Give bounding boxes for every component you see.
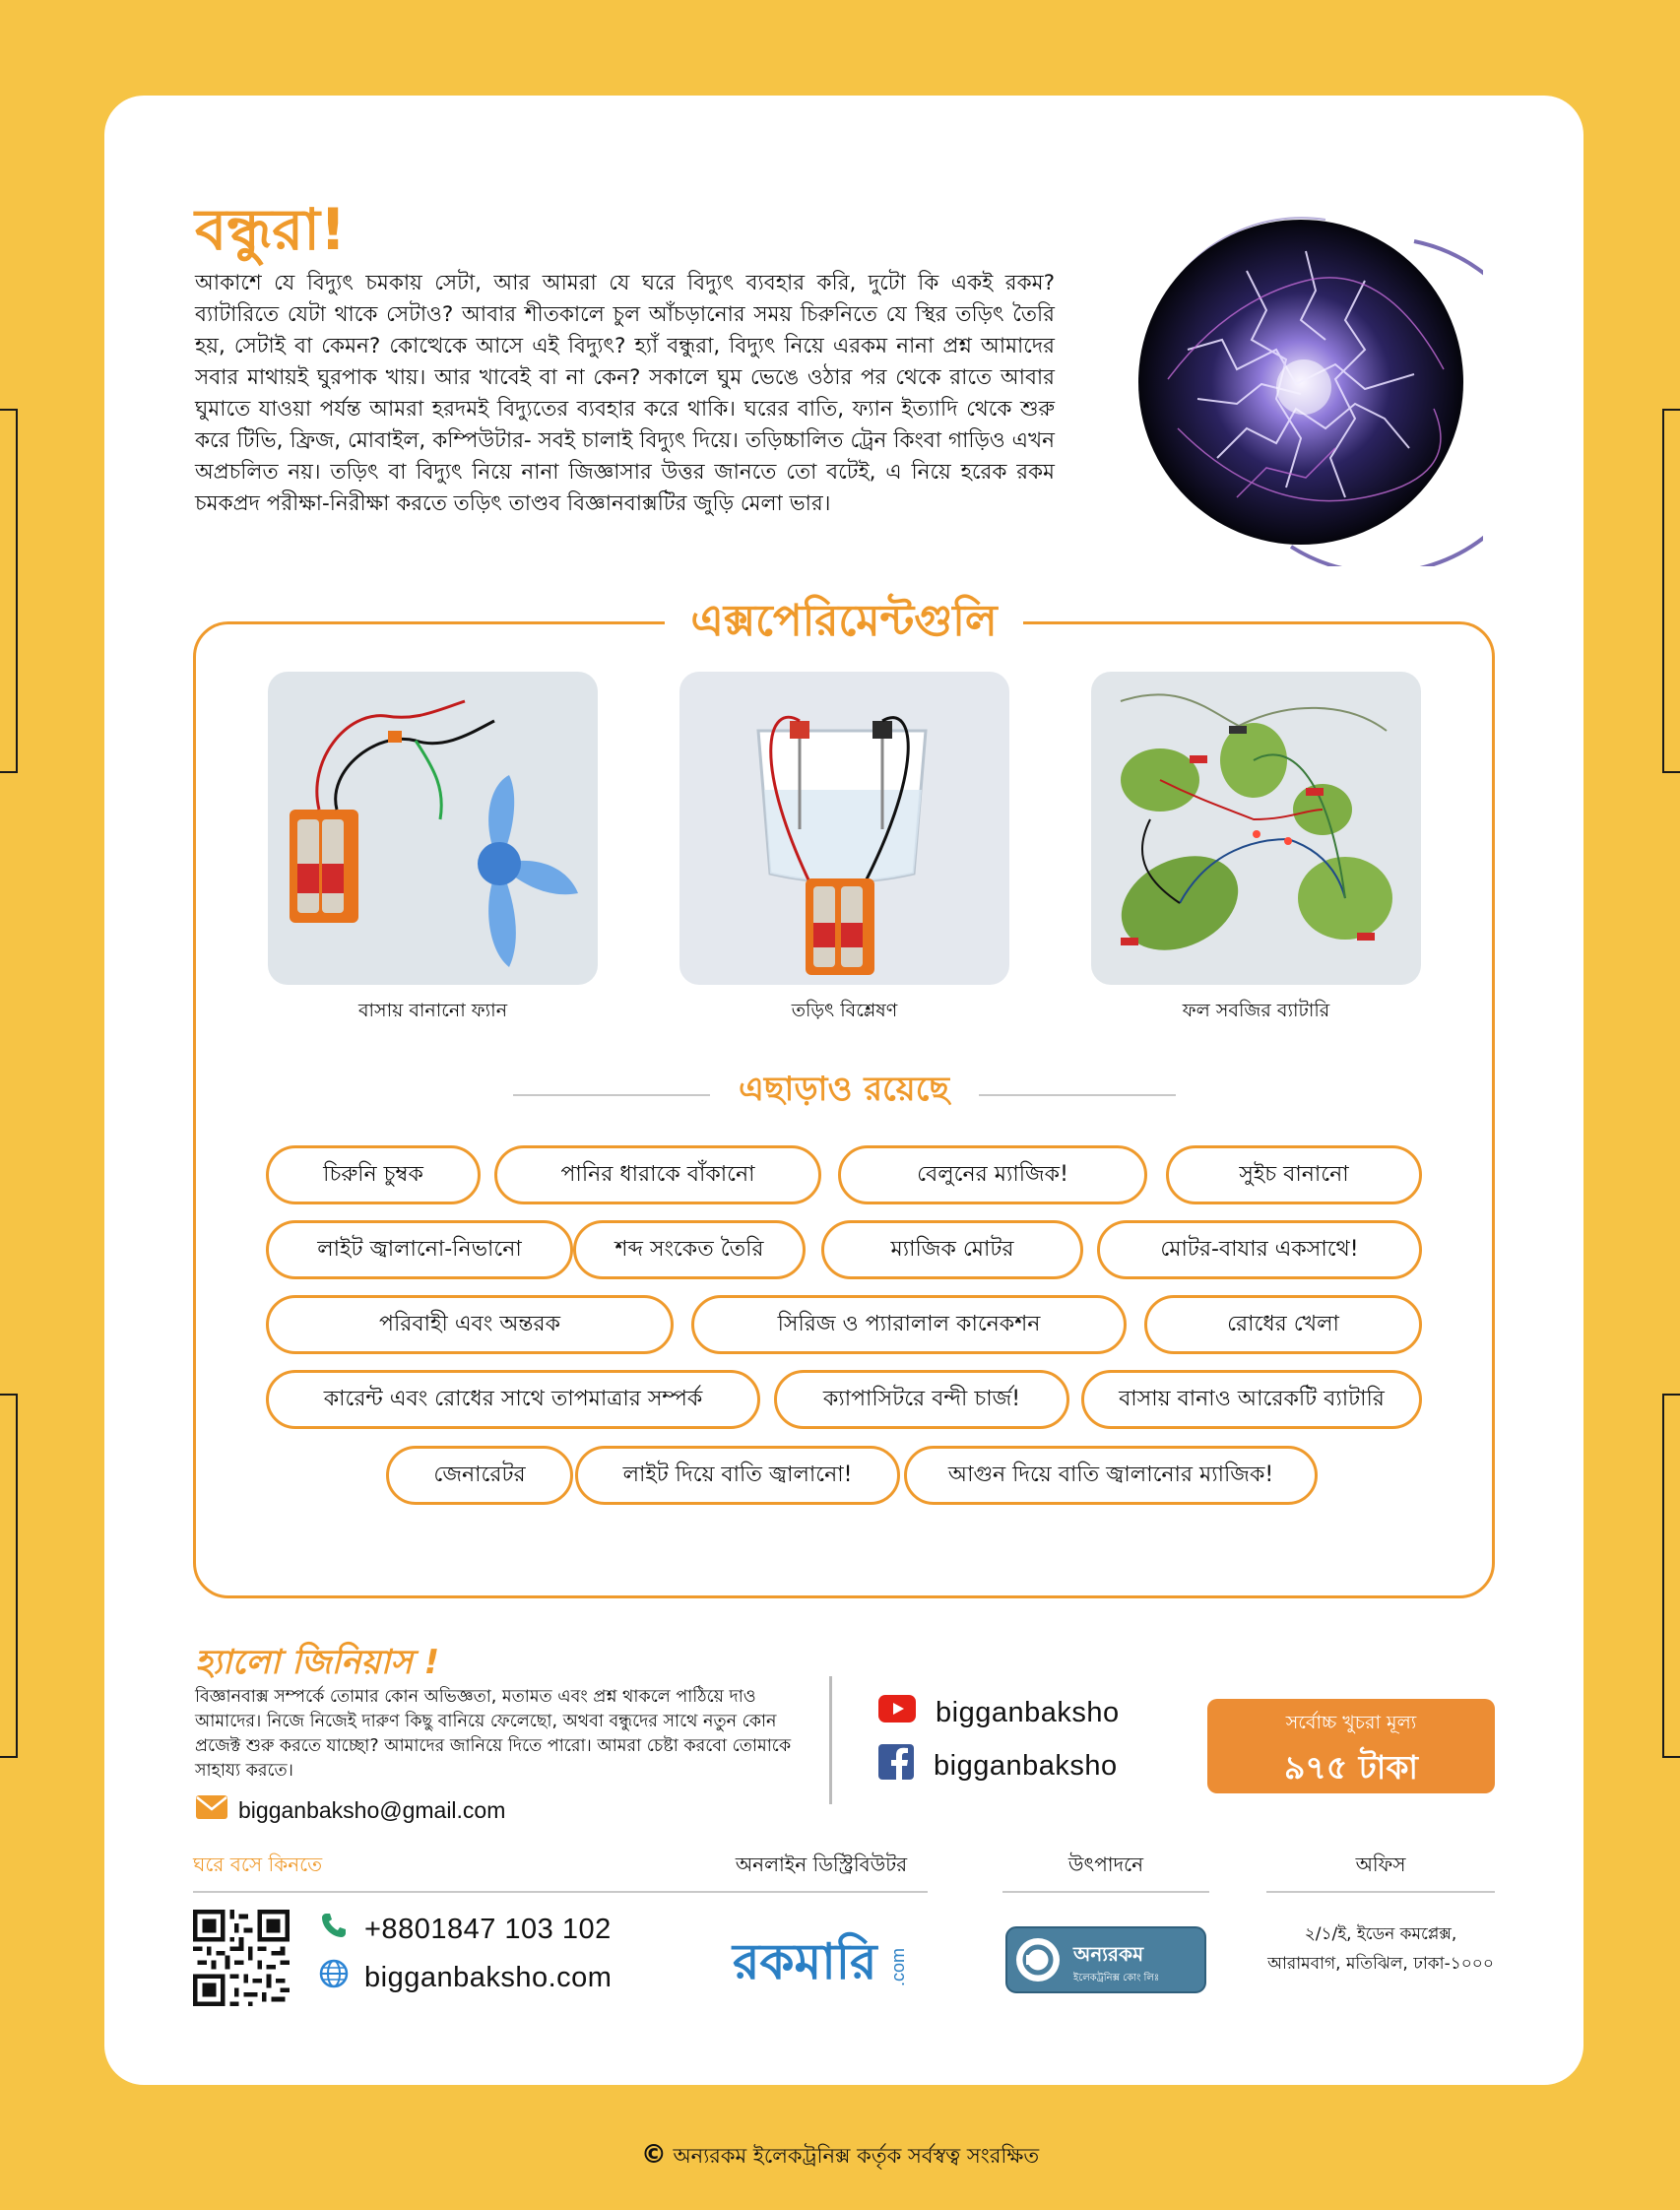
email-text: bigganbaksho@gmail.com (238, 1796, 506, 1823)
copyright-icon: © (640, 2140, 667, 2170)
hello-genius-text: বিজ্ঞানবাক্স সম্পর্কে তোমার কোন অভিজ্ঞতা, মতামত এবং প্রশ্ন থাকলে পাঠিয়ে দাও আমাদের। নিজে নিজেই দারুণ কিছু বানিয়ে ফেলেছো, অথবা বন্ধুদের সাথে নতুন কোন প্রজেক্ট শুরু করতে যাচ্ছো? আমাদের জানিয়ে দিতে পারো। আমরা চেষ্টা করবো তোমাকে সাহায্য করতে। (195, 1687, 792, 1781)
crop-mark-left-bottom (0, 1394, 18, 1758)
experiment-pill: সিরিজ ও প্যারালাল কানেকশন (691, 1295, 1127, 1354)
mail-icon (195, 1794, 228, 1826)
copyright-text: অন্যরকম ইলেকট্রনিক্স কর্তৃক সর্বস্বত্ব সংরক্ষিত (673, 2144, 1040, 2168)
hello-genius-heading: হ্যালো জিনিয়াস ! (195, 1643, 440, 1682)
youtube-handle: bigganbaksho (936, 1696, 1120, 1728)
intro-paragraph: আকাশে যে বিদ্যুৎ চমকায় সেটা, আর আমরা যে ঘরে বিদ্যুৎ ব্যবহার করি, দুটো কি একই রকম? ব্যাটারিতে যেটা থাকে সেটাও? আবার শীতকালে চুল আঁচড়ানোর সময় চিরুনিতে যে স্থির তড়িৎ তৈরি হয়, সেটাই বা কেমন? কোত্থেকে আসে এই বিদ্যুৎ? হ্যাঁ বন্ধুরা, বিদ্যুৎ নিয়ে এরকম নানা প্রশ্ন আমাদের সবার মাথায়ই ঘুরপাক খায়। আর খাবেই বা না কেন? সকালে ঘুম ভেঙে ওঠার পর থেকে রাতে আবার ঘুমাতে যাওয়া পর্যন্ত আমরা হরদমই বিদ্যুতের ব্যবহার করে থাকি। ঘরের বাতি, ফ্যান ইত্যাদি থেকে শুরু করে টিভি, ফ্রিজ, মোবাইল, কম্পিউটার- সবই চালাই বিদ্যুৎ দিয়ে। তড়িচ্চালিত ট্রেন কিংবা গাড়িও এখন অপ্রচলিত নয়। তড়িৎ বা বিদ্যুৎ নিয়ে নানা জিজ্ঞাসার উত্তর জানতে তো বটেই, এ নিয়ে হরেক রকম চমকপ্রদ পরীক্ষা-নিরীক্ষা করতে তড়িৎ তাণ্ডব বিজ্ঞানবাক্সটির জুড়ি মেলা ভার। (195, 271, 1055, 516)
experiment-pill: শব্দ সংকেত তৈরি (573, 1220, 806, 1279)
svg-text:ইলেকট্রনিক্স কোং লিঃ: ইলেকট্রনিক্স কোং লিঃ (1073, 1973, 1160, 1983)
email-contact[interactable] (195, 1794, 505, 1826)
office-address-line: আরামবাগ, মতিঝিল, ঢাকা-১০০০ (1267, 1954, 1494, 1974)
price-label: সর্বোচ্চ খুচরা মূল্য (1285, 1712, 1417, 1733)
facebook-icon (878, 1744, 914, 1788)
experiment-pill: ম্যাজিক মোটর (821, 1220, 1083, 1279)
experiment-photo-electrolysis (679, 672, 1009, 985)
distributor-heading: অনলাইন ডিস্ট্রিবিউটর (715, 1851, 928, 1893)
phone-contact[interactable] (319, 1911, 612, 1948)
experiment-pill: পানির ধারাকে বাঁকানো (494, 1145, 821, 1204)
copyright-notice (0, 2140, 1680, 2175)
producer-heading: উৎপাদনে (1002, 1851, 1209, 1893)
website-text: bigganbaksho.com (364, 1961, 613, 1993)
experiment-caption: বাসায় বানানো ফ্যান (357, 1000, 508, 1021)
office-address-line: ২/১/ই, ইডেন কমপ্লেক্স, (1304, 1924, 1457, 1944)
experiment-caption: ফল সবজির ব্যাটারি (1182, 1000, 1330, 1021)
svg-text:রকমারি: রকমারি (733, 1933, 877, 1990)
experiment-pill: পরিবাহী এবং অন্তরক (266, 1295, 674, 1354)
crop-mark-left-top (0, 409, 18, 773)
office-address (1266, 1919, 1495, 1979)
experiment-pill: চিরুনি চুম্বক (266, 1145, 481, 1204)
experiment-photo-fruit-battery (1091, 672, 1421, 985)
experiment-pill: লাইট জ্বালানো-নিভানো (266, 1220, 573, 1279)
experiment-pill: সুইচ বানানো (1166, 1145, 1422, 1204)
crop-mark-right-bottom (1662, 1394, 1680, 1758)
svg-text:অন্যরকম: অন্যরকম (1073, 1942, 1144, 1966)
facebook-link[interactable] (878, 1744, 1118, 1788)
experiment-caption: তড়িৎ বিশ্লেষণ (791, 1000, 898, 1021)
experiment-pill: লাইট দিয়ে বাতি জ্বালানো! (575, 1446, 900, 1505)
svg-text:.com: .com (888, 1947, 908, 1986)
experiment-pill: কারেন্ট এবং রোধের সাথে তাপমাত্রার সম্পর্ক (266, 1370, 760, 1429)
vertical-divider (829, 1676, 832, 1804)
experiment-pill: ক্যাপাসিটরে বন্দী চার্জ! (774, 1370, 1069, 1429)
experiment-pill: বাসায় বানাও আরেকটি ব্যাটারি (1081, 1370, 1422, 1429)
onnorokom-logo[interactable] (1004, 1925, 1207, 1994)
phone-number: +8801847 103 102 (364, 1913, 612, 1945)
globe-icon (319, 1959, 349, 1996)
experiment-pill: রোধের খেলা (1144, 1295, 1422, 1354)
also-included-heading: এছাড়াও রয়েছে (739, 1070, 949, 1109)
experiments-heading: এক্সপেরিমেন্টগুলি (104, 588, 1583, 660)
phone-icon (319, 1911, 349, 1948)
youtube-link[interactable] (878, 1695, 1120, 1730)
rokomari-logo[interactable] (727, 1908, 924, 2006)
experiment-pill: জেনারেটর (386, 1446, 573, 1505)
price-value: ৯৭৫ টাকা (1284, 1748, 1418, 1787)
page-title: বন্ধুরা! (195, 196, 347, 263)
facebook-handle: bigganbaksho (934, 1749, 1118, 1782)
lightning-orb-image (1129, 202, 1483, 566)
content-card (104, 96, 1583, 2085)
experiment-pill: মোটর-বাযার একসাথে! (1097, 1220, 1422, 1279)
crop-mark-right-top (1662, 409, 1680, 773)
buy-heading: ঘরে বসে কিনতে (193, 1851, 756, 1893)
experiment-pill: আগুন দিয়ে বাতি জ্বালানোর ম্যাজিক! (904, 1446, 1318, 1505)
youtube-icon (878, 1695, 916, 1730)
office-heading: অফিস (1266, 1851, 1495, 1893)
qr-code[interactable] (193, 1910, 290, 2006)
experiment-photo-fan (268, 672, 598, 985)
price-badge (1207, 1699, 1495, 1793)
experiment-pill: বেলুনের ম্যাজিক! (838, 1145, 1147, 1204)
website-link[interactable] (319, 1959, 612, 1996)
